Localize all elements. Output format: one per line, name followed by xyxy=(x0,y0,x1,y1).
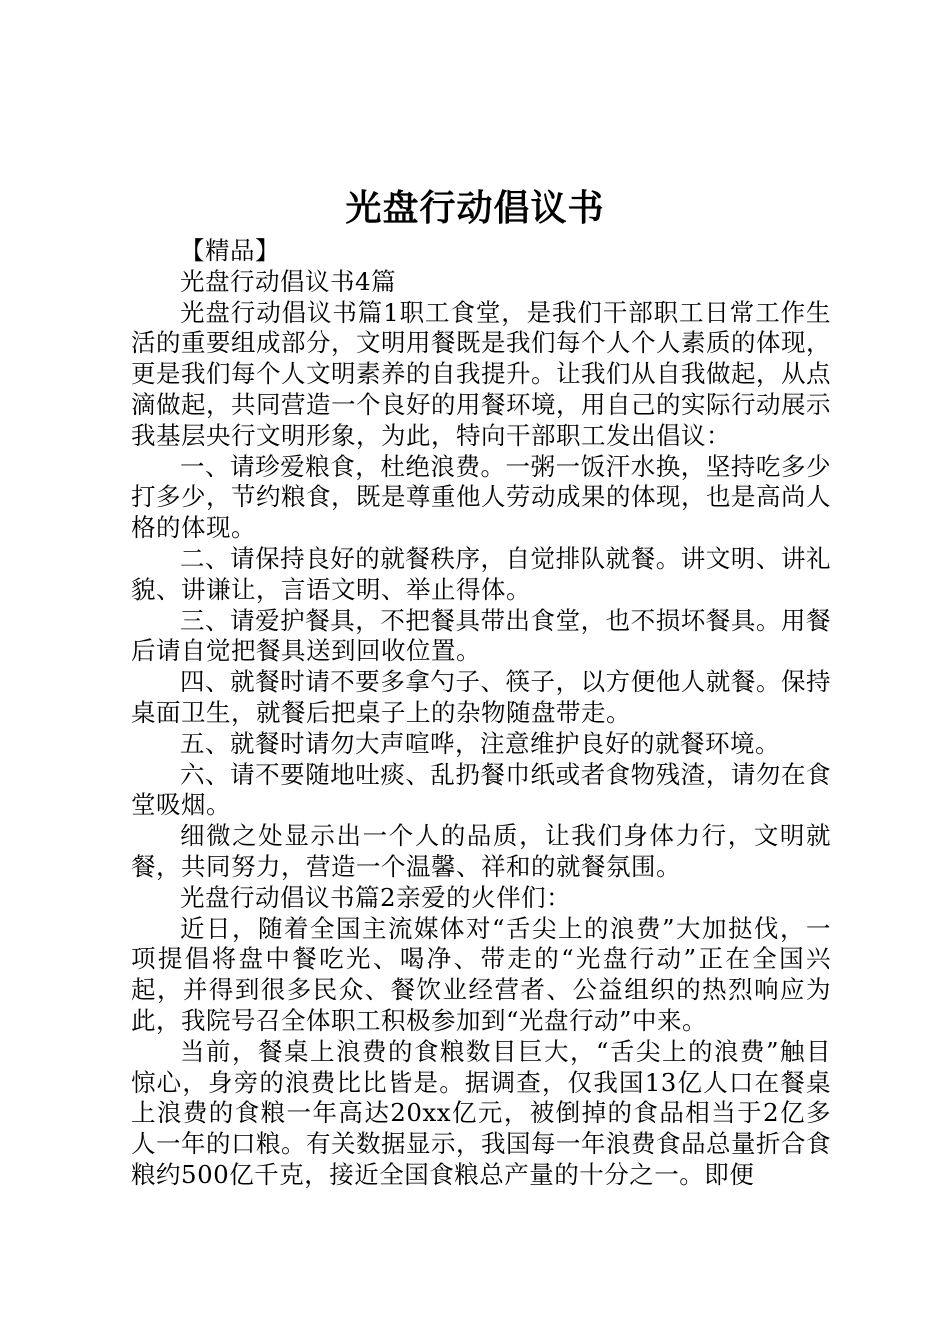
paragraph-article-1-closing: 细微之处显示出一个人的品质，让我们身体力行，文明就餐，共同努力，营造一个温馨、祥和的就餐氛围。 xyxy=(131,821,831,881)
paragraph-proposal-6: 六、请不要随地吐痰、乱扔餐巾纸或者食物残渣，请勿在食堂吸烟。 xyxy=(131,759,831,820)
paragraph-proposal-1: 一、请珍爱粮食，杜绝浪费。一粥一饭汗水换，坚持吃多少打多少，节约粮食，既是尊重他人劳动成果的体现，也是高尚人格的体现。 xyxy=(131,451,831,543)
paragraph-article-2-greeting: 光盘行动倡议书篇2亲爱的火伴们： xyxy=(180,882,572,912)
paragraph-article-2-body-1: 近日，随着全国主流媒体对“舌尖上的浪费”大加挞伐，一项提倡将盘中餐吃光、喝净、带走的“光盘行动”正在全国兴起，并得到很多民众、餐饮业经营者、公益组织的热烈响应为此，我院号召全体职工积极参加到“光盘行动”中来。 xyxy=(131,913,831,1035)
document-title: 光盘行动倡议书 xyxy=(345,187,605,229)
paragraph-quality-tag: 【精品】 xyxy=(180,236,280,265)
document-body xyxy=(131,236,831,1191)
paragraph-subtitle: 光盘行动倡议书4篇 xyxy=(180,266,397,296)
paragraph-proposal-2: 二、请保持良好的就餐秩序，自觉排队就餐。讲文明、讲礼貌、讲谦让，言语文明、举止得体。 xyxy=(131,543,831,604)
paragraph-proposal-3: 三、请爱护餐具，不把餐具带出食堂，也不损坏餐具。用餐后请自觉把餐具送到回收位置。 xyxy=(131,605,831,666)
paragraph-article-2-body-2: 当前，餐桌上浪费的食粮数目巨大，“舌尖上的浪费”触目惊心，身旁的浪费比比皆是。据调查，仅我国13亿人口在餐桌上浪费的食粮一年高达20xx亿元，被倒掉的食品相当于2亿多人一年的口粮。有关数据显示，我国每一年浪费食品总量折合食粮约500亿千克，接近全国食粮总产量的十分之一。即便 xyxy=(131,1036,831,1189)
paragraph-proposal-4: 四、就餐时请不要多拿勺子、筷子，以方便他人就餐。保持桌面卫生，就餐后把桌子上的杂物随盘带走。 xyxy=(131,667,831,727)
paragraph-article-1-intro: 光盘行动倡议书篇1职工食堂，是我们干部职工日常工作生活的重要组成部分，文明用餐既是我们每个人个人素质的体现，更是我们每个人文明素养的自我提升。让我们从自我做起，从点滴做起，共同营造一个良好的用餐环境，用自己的实际行动展示我基层央行文明形象，为此，特向干部职工发出倡议： xyxy=(131,297,831,450)
paragraph-proposal-5: 五、就餐时请勿大声喧哗，注意维护良好的就餐环境。 xyxy=(180,728,780,758)
